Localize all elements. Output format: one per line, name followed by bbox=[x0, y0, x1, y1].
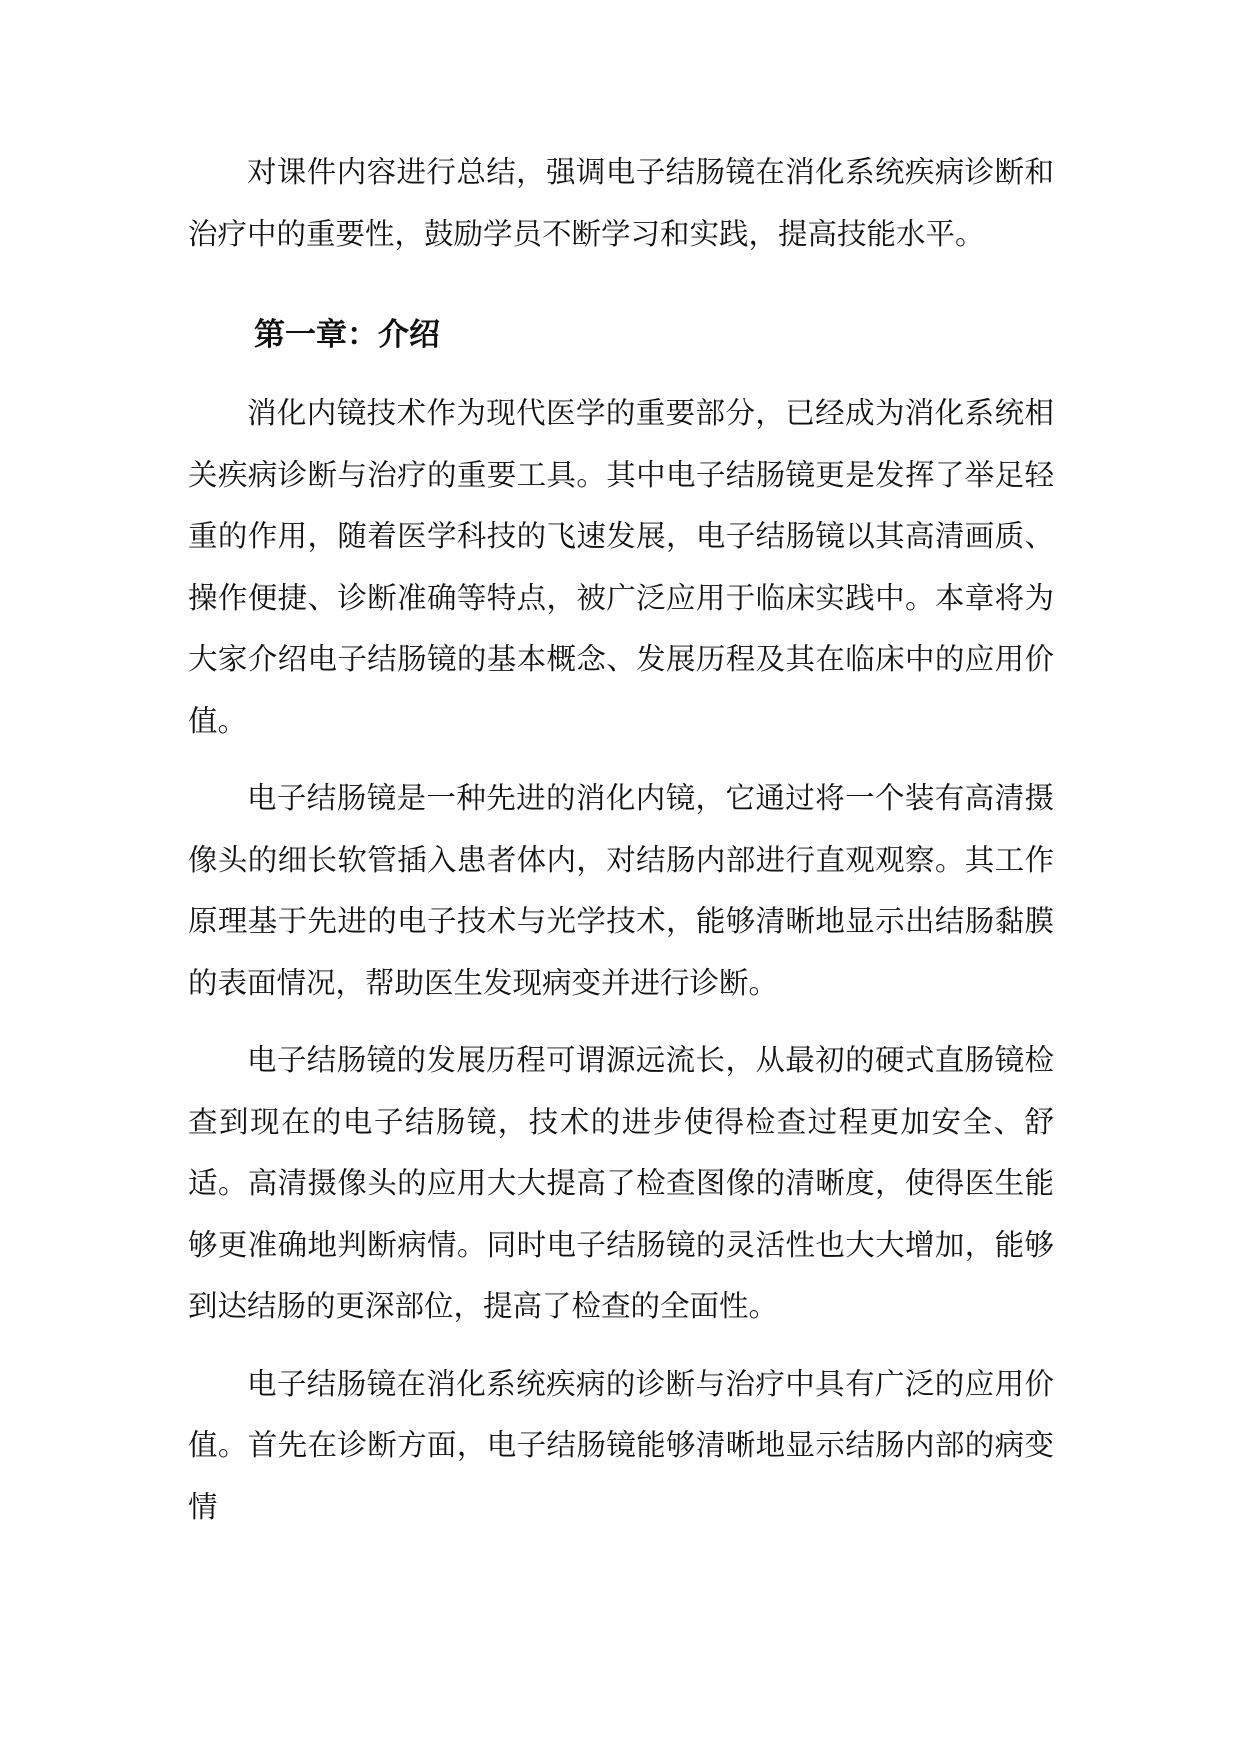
chapter-heading: 第一章：介绍 bbox=[254, 317, 440, 353]
body-paragraph-4: 电子结肠镜在消化系统疾病的诊断与治疗中具有广泛的应用价值。首先在诊断方面，电子结肠镜能够清晰地显示结肠内部的病变情 bbox=[188, 1366, 1054, 1524]
body-paragraph-1: 消化内镜技术作为现代医学的重要部分，已经成为消化系统相关疾病诊断与治疗的重要工具。其中电子结肠镜更是发挥了举足轻重的作用，随着医学科技的飞速发展，电子结肠镜以其高清画质、操作便捷、诊断准确等特点，被广泛应用于临床实践中。本章将为大家介绍电子结肠镜的基本概念、发展历程及其在临床中的应用价值。 bbox=[188, 396, 1054, 738]
document-page bbox=[188, 142, 1054, 1538]
body-paragraph-3: 电子结肠镜的发展历程可谓源远流长，从最初的硬式直肠镜检查到现在的电子结肠镜，技术的进步使得检查过程更加安全、舒适。高清摄像头的应用大大提高了检查图像的清晰度，使得医生能够更准确地判断病情。同时电子结肠镜的灵活性也大大增加，能够到达结肠的更深部位，提高了检查的全面性。 bbox=[188, 1043, 1054, 1323]
body-paragraph-2: 电子结肠镜是一种先进的消化内镜，它通过将一个装有高清摄像头的细长软管插入患者体内，对结肠内部进行直观观察。其工作原理基于先进的电子技术与光学技术，能够清晰地显示出结肠黏膜的表面情况，帮助医生发现病变并进行诊断。 bbox=[188, 781, 1054, 1000]
summary-paragraph: 对课件内容进行总结，强调电子结肠镜在消化系统疾病诊断和治疗中的重要性，鼓励学员不断学习和实践，提高技能水平。 bbox=[188, 155, 1054, 251]
